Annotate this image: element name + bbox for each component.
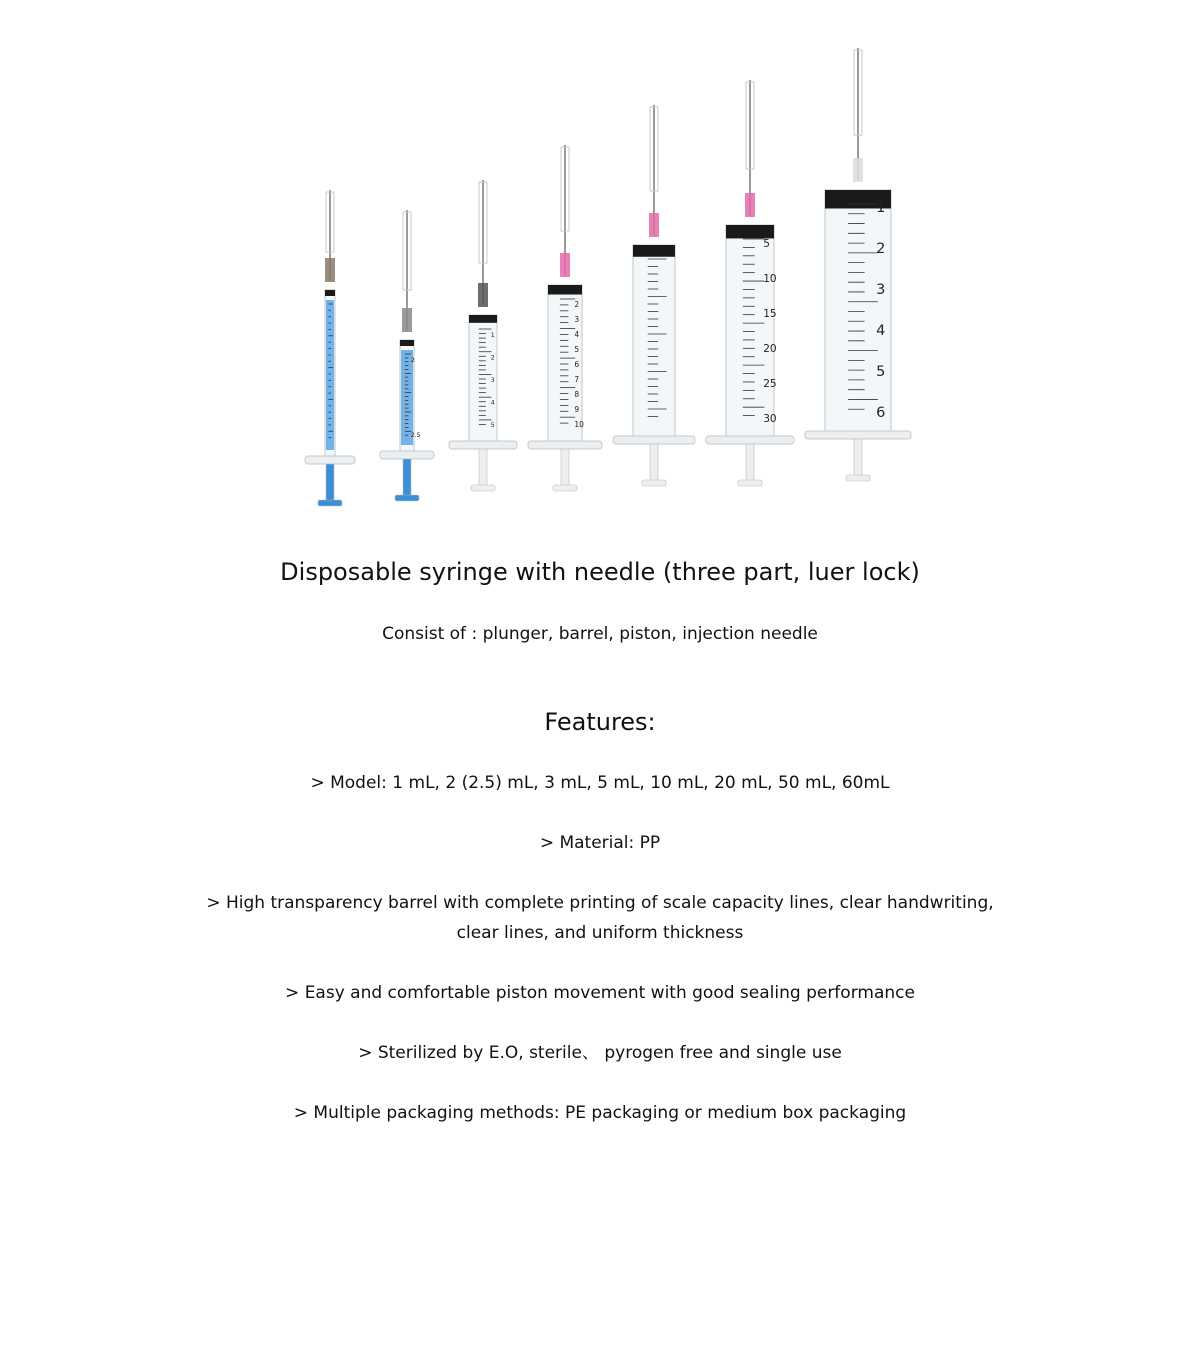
scale-label: 15 [763,308,777,320]
scale-label: 1 [490,332,495,339]
syringe-lineup-graphic [290,40,930,510]
features-heading: Features: [544,708,656,736]
feature-item-material: > Material: PP [539,833,661,853]
scale-label: 2 [490,354,495,362]
needle-hub [478,283,488,307]
scale-label: 10 [763,273,777,285]
plunger-rod [326,464,334,502]
plunger-thumb-rest [553,485,577,491]
syringe-stopper [548,285,582,295]
scale-label: 7 [574,375,580,384]
feature-item-sterilization: > Sterilized by E.O, sterile、 pyrogen free and single use [358,1043,842,1063]
scale-label: 4 [574,330,580,339]
plunger-rod [650,444,658,482]
plunger-rod [479,449,487,487]
syringe-stopper [633,245,675,257]
feature-item-packaging: > Multiple packaging methods: PE packaging or medium box packaging [293,1103,907,1123]
feature-item-piston: > Easy and comfortable piston movement with good sealing performance [285,983,915,1003]
scale-label: 10 [574,420,584,429]
scale-label: 5 [574,345,580,354]
syringe-flange [528,441,602,449]
syringe-stopper [325,290,335,296]
plunger-rod [403,459,411,497]
syringe-lineup-image [290,40,930,510]
scale-label: 1 [876,200,886,216]
product-composition: Consist of : plunger, barrel, piston, injection needle [382,624,818,644]
scale-label: 4 [490,399,495,407]
needle-hub [560,253,570,277]
scale-label: 30 [763,413,777,425]
plunger-thumb-rest [738,480,762,486]
scale-label: 2.5 [410,432,421,439]
syringe-fluid [401,350,413,445]
scale-label: 5 [490,422,495,429]
plunger-rod [561,449,569,487]
plunger-rod [746,444,754,482]
plunger-thumb-rest [846,475,870,481]
syringe-flange [706,436,794,444]
scale-label: 25 [763,378,777,390]
scale-label: 4 [876,323,886,339]
syringe-stopper [726,225,774,238]
scale-label: 3 [876,282,886,298]
plunger-thumb-rest [318,500,342,506]
scale-label: 8 [574,390,580,399]
syringe-fluid [326,300,334,450]
syringe-flange [805,431,911,439]
scale-label: 2 [574,300,580,309]
needle-hub [853,158,863,182]
syringe-flange [613,436,695,444]
scale-label: 5 [876,364,886,380]
plunger-rod [854,439,862,477]
needle-hub [649,213,659,237]
scale-label: 3 [490,377,495,384]
syringe-flange [380,451,434,459]
needle-hub [402,308,412,332]
syringe-stopper [400,340,414,346]
needle-hub [745,193,755,217]
plunger-thumb-rest [471,485,495,491]
syringe-barrel [825,190,891,435]
scale-label: 20 [763,343,777,355]
syringe-stopper [469,315,497,323]
scale-label: 5 [763,238,770,250]
scale-label: 3 [574,315,580,324]
feature-item-models: > Model: 1 mL, 2 (2.5) mL, 3 mL, 5 mL, 10 mL, 20 mL, 50 mL, 60mL [310,773,890,793]
scale-label: 6 [876,405,886,421]
product-title: Disposable syringe with needle (three part, luer lock) [280,558,920,586]
needle-hub [325,258,335,282]
scale-label: 6 [574,360,580,369]
scale-label: 2 [410,357,415,364]
feature-item-transparency: > High transparency barrel with complete printing of scale capacity lines, clear handwriting, clear lines, and uniform thickness [206,893,994,943]
plunger-thumb-rest [395,495,419,501]
syringe-flange [449,441,517,449]
scale-label: 9 [574,405,580,414]
syringe-barrel [726,225,777,440]
scale-label: 2 [876,241,886,257]
feature-list [200,768,1000,1158]
plunger-thumb-rest [642,480,666,486]
syringe-flange [305,456,355,464]
